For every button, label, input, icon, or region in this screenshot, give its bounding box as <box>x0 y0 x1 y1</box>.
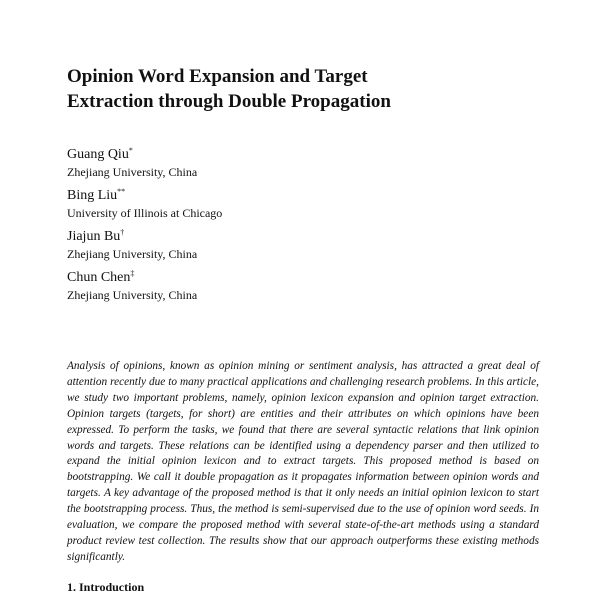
author-name: Guang Qiu* <box>67 146 133 162</box>
paper-title <box>67 64 547 114</box>
author-footnote-mark: ‡ <box>130 269 135 278</box>
paper-title-line-2: Extraction through Double Propagation <box>67 91 391 112</box>
author-affiliation: Zhejiang University, China <box>67 288 198 302</box>
author-affiliation: Zhejiang University, China <box>67 247 198 261</box>
author-entry <box>67 228 467 262</box>
author-list <box>67 146 467 310</box>
author-affiliation: University of Illinois at Chicago <box>67 206 223 220</box>
section-heading-introduction: 1. Introduction <box>67 580 145 594</box>
author-entry <box>67 146 467 180</box>
author-entry <box>67 269 467 303</box>
author-footnote-mark: ** <box>117 187 126 196</box>
author-footnote-mark: * <box>128 146 133 155</box>
author-entry <box>67 187 467 221</box>
author-affiliation: Zhejiang University, China <box>67 165 198 179</box>
author-name: Chun Chen‡ <box>67 269 135 285</box>
abstract-text: Analysis of opinions, known as opinion mining or sentiment analysis, has attracted a great deal of attention recently due to many practical applications and challenging research problems. In this article, we study two important problems, namely, opinion lexicon expansion and opinion target extraction. Opinion targets (targets, for short) are entities and their attributes on which opinions have been expressed. To perform the tasks, we found that there are several syntactic relations that link opinion words and targets. These relations can be identified using a dependency parser and then utilized to expand the initial opinion lexicon and to extract targets. This proposed method is based on bootstrapping. We call it double propagation as it propagates information between opinion words and targets. A key advantage of the proposed method is that it only needs an initial opinion lexicon to start the bootstrapping process. Thus, the method is semi-supervised due to the use of opinion word seeds. In evaluation, we compare the proposed method with several state-of-the-art methods using a standard product review test collection. The results show that our approach outperforms these existing methods significantly. <box>67 360 539 563</box>
author-name: Bing Liu** <box>67 187 126 203</box>
author-name: Jiajun Bu† <box>67 228 125 244</box>
paper-title-line-1: Opinion Word Expansion and Target <box>67 66 368 87</box>
author-footnote-mark: † <box>120 228 125 237</box>
